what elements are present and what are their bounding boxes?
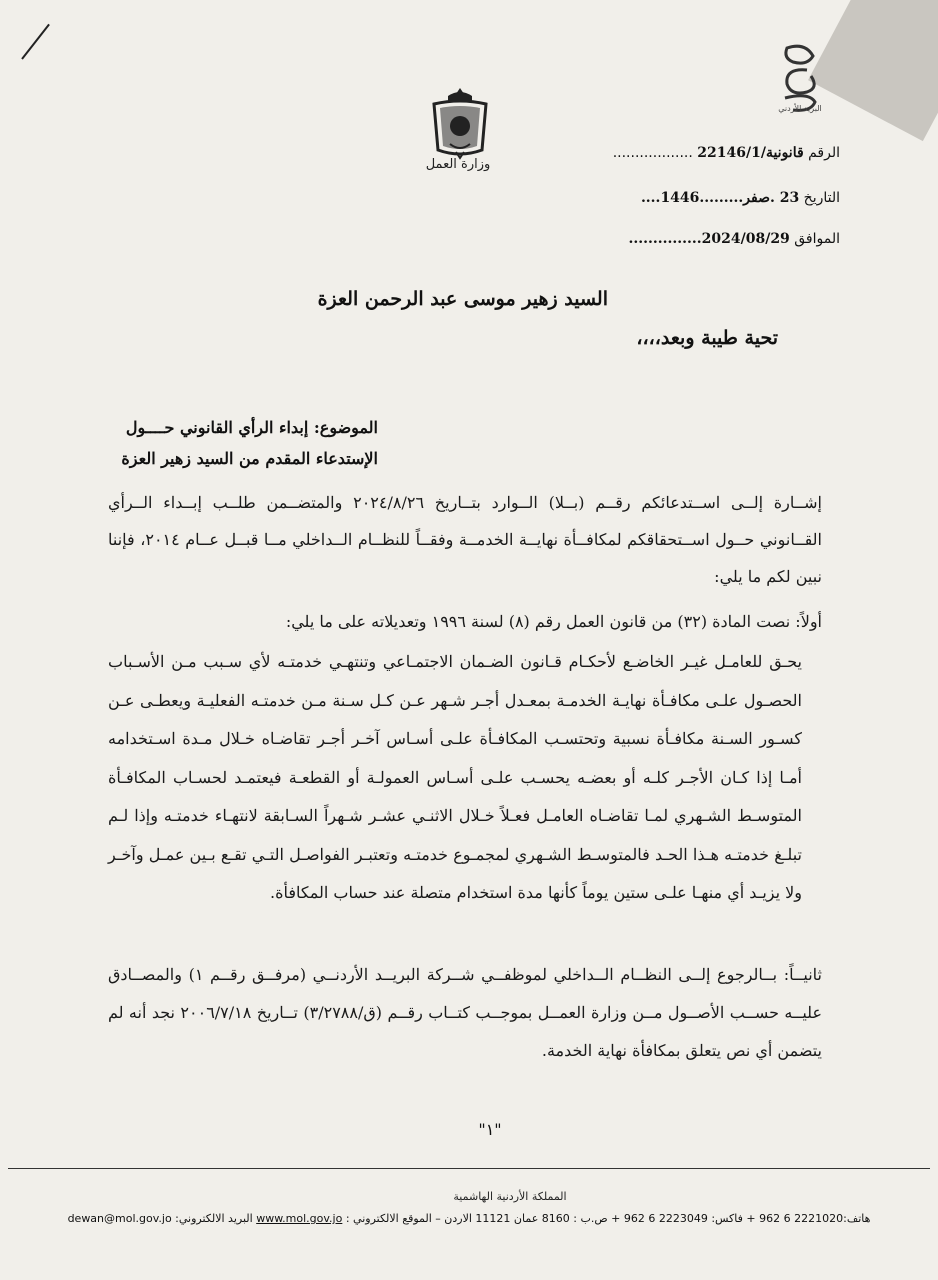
ministry-name: وزارة العمل xyxy=(425,157,491,172)
date-hijri: 23 .صفر.........1446.... xyxy=(640,190,800,206)
page-number: "١" xyxy=(478,1120,502,1139)
website-link[interactable]: www.mol.gov.jo xyxy=(256,1212,343,1225)
email-link[interactable]: dewan@mol.gov.jo xyxy=(67,1212,172,1225)
gregorian-date-line xyxy=(629,231,840,247)
article-quote: يحـق للعامـل غيـر الخاضـع لأحكـام قـانون الضـمان الاجتمـاعي وتنتهـي خدمتـه لأي سـبب مـن الأسـباب الحصـول علـى مكافـأة نهايـة الخدمـة بمعـدل أجـر شـهر عـن كـل سـنة مـن خدمتـه الفعليـة ويعطـى عـن كسـور السـنة مكافـأة نسبية وتحتسـب المكافـأة علـى أسـاس آخـر أجـر تقاضـاه خـلال مـدة اسـتخدامه أمـا إذا كـان الأجـر كلـه أو بعضـه يحسـب علـى أسـاس العمولـة أو القطعـة فيعتمـد لحسـاب المكافـأة المتوسـط الشـهري لمـا تقاضـاه العامـل فعـلاً خـلال الاثنـي عشـر شـهراً السـابقة لانتهـاء خدمتـه وإذا لـم تبلـغ خدمتـه هـذا الحـد فالمتوسـط الشـهري لمجمـوع خدمتـه وتعتبـر الفواصـل التـي تقـع بـين عمـل وآخـر ولا يزيـد أي منهـا علـى ستين يوماً كأنها مدة استخدام متصلة عند حساب المكافأة. xyxy=(108,652,802,902)
greeting: تحية طيبة وبعد،،،، xyxy=(636,327,778,349)
reference-number: قانونية/22146/1 xyxy=(697,145,804,161)
second-point: ثانيــاً: بــالرجوع إلــى النظــام الــداخلي لموظفــي شــركة البريــد الأردنــي (مرفــق رقــم ١) والمصــادق عليــه حســب الأصــول مــن وزارة العمــل بموجــب كتــاب رقــم (ق/٣/٢٧٨٨) تــاريخ ٢٠٠٦/٧/١٨ نجد أنه لم يتضمن أي نص يتعلق بمكافأة نهاية الخدمة. xyxy=(108,965,823,1060)
subject-block xyxy=(98,412,378,474)
date-label: التاريخ xyxy=(803,190,840,206)
logo-caption: البريد الأردني xyxy=(778,104,822,113)
recipient-name: السيد زهير موسى عبد الرحمن العزة xyxy=(317,288,608,310)
subject-line-1: إبداء الرأي القانوني حــــول xyxy=(125,418,309,437)
date-gregorian: 2024/08/29............... xyxy=(628,231,790,247)
footer-contact-details: هاتف:2221020 6 962 + فاكس: 2223049 6 962 + ص.ب : 8160 عمان 11121 الاردن – الموقع الالكتروني : xyxy=(345,1212,871,1225)
pen-mark xyxy=(21,24,50,60)
subject-label: الموضوع: xyxy=(313,418,378,437)
email-label: البريد الالكتروني: xyxy=(175,1212,253,1225)
gregorian-label: الموافق xyxy=(794,231,840,247)
footer-kingdom: المملكة الأردنية الهاشمية xyxy=(453,1190,567,1203)
intro-paragraph: إشــارة إلــى اســتدعائكم رقــم (بــلا) الــوارد بتــاريخ ٢٠٢٤/٨/٢٦ والمتضــمن طلــب إبــداء الــرأي القــانوني حــول اســتحقاقكم لمكافــأة نهايــة الخدمــة وفقــاً للنظــام الــداخلي مــا قبــل عــام ٢٠١٤، فإننا نبين لكم ما يلي: xyxy=(108,493,822,586)
first-point: أولاً: نصت المادة (٣٢) من قانون العمل رقم (٨) لسنة ١٩٩٦ وتعديلاته على ما يلي: xyxy=(285,612,822,631)
royal-crest-icon xyxy=(420,82,500,162)
reference-line xyxy=(613,145,840,161)
footer-divider xyxy=(8,1168,930,1169)
reference-label: الرقم xyxy=(808,145,840,161)
footer-contact xyxy=(0,1212,938,1225)
date-line xyxy=(641,190,840,206)
subject-line-2: الإستدعاء المقدم من السيد زهير العزة xyxy=(121,449,378,468)
reference-dots: .................. xyxy=(612,145,693,161)
